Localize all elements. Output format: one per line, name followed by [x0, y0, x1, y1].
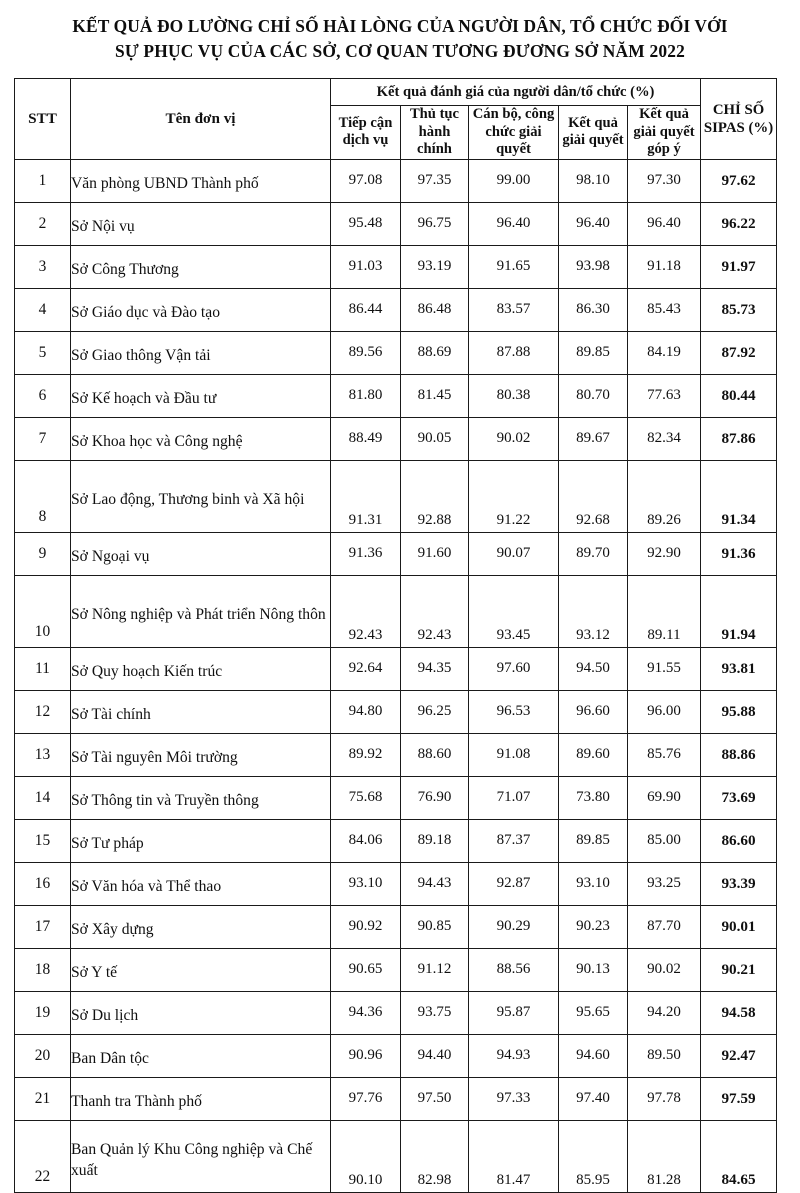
cell-stt: 14 — [15, 776, 71, 819]
cell-feedback-result: 97.78 — [628, 1077, 701, 1120]
cell-stt: 22 — [15, 1120, 71, 1192]
cell-stt: 6 — [15, 374, 71, 417]
cell-access-service: 97.08 — [331, 159, 401, 202]
table-container — [14, 78, 776, 1193]
cell-result: 90.13 — [559, 948, 628, 991]
cell-staff-handling: 90.29 — [469, 905, 559, 948]
cell-result: 93.98 — [559, 245, 628, 288]
column-header-group-evaluation: Kết quả đánh giá của người dân/tổ chức (%) — [331, 79, 701, 106]
cell-result: 85.95 — [559, 1120, 628, 1192]
page-title — [0, 0, 800, 72]
cell-admin-procedure: 92.43 — [401, 575, 469, 647]
table-row — [15, 374, 777, 417]
cell-admin-procedure: 91.60 — [401, 532, 469, 575]
column-header-admin-procedure: Thủ tục hành chính — [401, 106, 469, 160]
cell-unit-name: Sở Tư pháp — [71, 819, 331, 862]
cell-result: 89.67 — [559, 417, 628, 460]
cell-feedback-result: 94.20 — [628, 991, 701, 1034]
table-row — [15, 575, 777, 647]
cell-access-service: 88.49 — [331, 417, 401, 460]
cell-feedback-result: 97.30 — [628, 159, 701, 202]
cell-sipas-index: 73.69 — [701, 776, 777, 819]
cell-sipas-index: 87.86 — [701, 417, 777, 460]
column-header-sipas-index: CHỈ SỐ SIPAS (%) — [701, 79, 777, 160]
cell-feedback-result: 93.25 — [628, 862, 701, 905]
cell-sipas-index: 85.73 — [701, 288, 777, 331]
cell-unit-name: Sở Nông nghiệp và Phát triển Nông thôn — [71, 575, 331, 647]
table-row — [15, 1120, 777, 1192]
cell-sipas-index: 96.22 — [701, 202, 777, 245]
cell-sipas-index: 86.60 — [701, 819, 777, 862]
cell-staff-handling: 91.08 — [469, 733, 559, 776]
cell-unit-name: Thanh tra Thành phố — [71, 1077, 331, 1120]
cell-access-service: 94.80 — [331, 690, 401, 733]
table-row — [15, 647, 777, 690]
cell-staff-handling: 83.57 — [469, 288, 559, 331]
cell-access-service: 92.64 — [331, 647, 401, 690]
table-row — [15, 245, 777, 288]
cell-result: 96.40 — [559, 202, 628, 245]
cell-staff-handling: 96.40 — [469, 202, 559, 245]
cell-access-service: 90.92 — [331, 905, 401, 948]
cell-sipas-index: 87.92 — [701, 331, 777, 374]
cell-stt: 8 — [15, 460, 71, 532]
cell-unit-name: Sở Văn hóa và Thể thao — [71, 862, 331, 905]
cell-admin-procedure: 89.18 — [401, 819, 469, 862]
cell-result: 95.65 — [559, 991, 628, 1034]
cell-unit-name: Ban Dân tộc — [71, 1034, 331, 1077]
cell-stt: 18 — [15, 948, 71, 991]
cell-staff-handling: 87.37 — [469, 819, 559, 862]
cell-stt: 13 — [15, 733, 71, 776]
cell-unit-name: Sở Ngoại vụ — [71, 532, 331, 575]
table-body — [15, 159, 777, 1192]
cell-stt: 11 — [15, 647, 71, 690]
column-header-unit-name: Tên đơn vị — [71, 79, 331, 160]
cell-feedback-result: 89.50 — [628, 1034, 701, 1077]
cell-admin-procedure: 88.60 — [401, 733, 469, 776]
cell-staff-handling: 93.45 — [469, 575, 559, 647]
cell-feedback-result: 92.90 — [628, 532, 701, 575]
cell-sipas-index: 97.62 — [701, 159, 777, 202]
cell-admin-procedure: 96.25 — [401, 690, 469, 733]
cell-result: 89.70 — [559, 532, 628, 575]
cell-feedback-result: 85.00 — [628, 819, 701, 862]
table-row — [15, 159, 777, 202]
cell-feedback-result: 85.43 — [628, 288, 701, 331]
cell-result: 98.10 — [559, 159, 628, 202]
cell-result: 80.70 — [559, 374, 628, 417]
cell-stt: 17 — [15, 905, 71, 948]
cell-admin-procedure: 81.45 — [401, 374, 469, 417]
cell-sipas-index: 91.97 — [701, 245, 777, 288]
table-row — [15, 460, 777, 532]
cell-unit-name: Sở Giáo dục và Đào tạo — [71, 288, 331, 331]
cell-feedback-result: 69.90 — [628, 776, 701, 819]
cell-staff-handling: 96.53 — [469, 690, 559, 733]
cell-result: 73.80 — [559, 776, 628, 819]
cell-stt: 20 — [15, 1034, 71, 1077]
cell-staff-handling: 88.56 — [469, 948, 559, 991]
cell-feedback-result: 91.55 — [628, 647, 701, 690]
cell-access-service: 92.43 — [331, 575, 401, 647]
cell-access-service: 75.68 — [331, 776, 401, 819]
cell-staff-handling: 71.07 — [469, 776, 559, 819]
cell-result: 90.23 — [559, 905, 628, 948]
cell-result: 93.12 — [559, 575, 628, 647]
cell-admin-procedure: 97.35 — [401, 159, 469, 202]
table-row — [15, 733, 777, 776]
cell-result: 94.60 — [559, 1034, 628, 1077]
cell-feedback-result: 91.18 — [628, 245, 701, 288]
column-header-feedback-result: Kết quả giải quyết góp ý — [628, 106, 701, 160]
cell-admin-procedure: 94.40 — [401, 1034, 469, 1077]
cell-sipas-index: 80.44 — [701, 374, 777, 417]
cell-feedback-result: 87.70 — [628, 905, 701, 948]
cell-staff-handling: 99.00 — [469, 159, 559, 202]
cell-sipas-index: 97.59 — [701, 1077, 777, 1120]
cell-sipas-index: 92.47 — [701, 1034, 777, 1077]
cell-admin-procedure: 76.90 — [401, 776, 469, 819]
cell-access-service: 86.44 — [331, 288, 401, 331]
table-row — [15, 532, 777, 575]
cell-unit-name: Sở Tài nguyên Môi trường — [71, 733, 331, 776]
cell-unit-name: Sở Xây dựng — [71, 905, 331, 948]
cell-admin-procedure: 92.88 — [401, 460, 469, 532]
cell-admin-procedure: 93.75 — [401, 991, 469, 1034]
cell-staff-handling: 94.93 — [469, 1034, 559, 1077]
cell-sipas-index: 93.81 — [701, 647, 777, 690]
cell-stt: 15 — [15, 819, 71, 862]
cell-stt: 7 — [15, 417, 71, 460]
cell-access-service: 91.36 — [331, 532, 401, 575]
cell-stt: 9 — [15, 532, 71, 575]
cell-staff-handling: 97.60 — [469, 647, 559, 690]
cell-access-service: 90.65 — [331, 948, 401, 991]
cell-access-service: 90.96 — [331, 1034, 401, 1077]
cell-staff-handling: 97.33 — [469, 1077, 559, 1120]
cell-stt: 21 — [15, 1077, 71, 1120]
cell-admin-procedure: 97.50 — [401, 1077, 469, 1120]
cell-unit-name: Văn phòng UBND Thành phố — [71, 159, 331, 202]
sipas-results-table — [14, 78, 777, 1193]
cell-unit-name: Sở Kế hoạch và Đầu tư — [71, 374, 331, 417]
cell-result: 97.40 — [559, 1077, 628, 1120]
cell-feedback-result: 82.34 — [628, 417, 701, 460]
cell-access-service: 94.36 — [331, 991, 401, 1034]
cell-access-service: 97.76 — [331, 1077, 401, 1120]
cell-staff-handling: 87.88 — [469, 331, 559, 374]
column-header-access-service: Tiếp cận dịch vụ — [331, 106, 401, 160]
cell-result: 86.30 — [559, 288, 628, 331]
cell-sipas-index: 93.39 — [701, 862, 777, 905]
table-row — [15, 690, 777, 733]
cell-admin-procedure: 88.69 — [401, 331, 469, 374]
cell-staff-handling: 92.87 — [469, 862, 559, 905]
cell-access-service: 93.10 — [331, 862, 401, 905]
cell-staff-handling: 80.38 — [469, 374, 559, 417]
cell-stt: 4 — [15, 288, 71, 331]
cell-sipas-index: 88.86 — [701, 733, 777, 776]
cell-feedback-result: 90.02 — [628, 948, 701, 991]
cell-result: 96.60 — [559, 690, 628, 733]
cell-stt: 5 — [15, 331, 71, 374]
column-header-result: Kết quả giải quyết — [559, 106, 628, 160]
cell-staff-handling: 91.65 — [469, 245, 559, 288]
table-row — [15, 331, 777, 374]
cell-admin-procedure: 96.75 — [401, 202, 469, 245]
cell-unit-name: Sở Lao động, Thương binh và Xã hội — [71, 460, 331, 532]
cell-access-service: 91.31 — [331, 460, 401, 532]
cell-admin-procedure: 93.19 — [401, 245, 469, 288]
cell-staff-handling: 90.07 — [469, 532, 559, 575]
cell-result: 89.60 — [559, 733, 628, 776]
cell-stt: 2 — [15, 202, 71, 245]
cell-staff-handling: 81.47 — [469, 1120, 559, 1192]
cell-admin-procedure: 86.48 — [401, 288, 469, 331]
table-row — [15, 417, 777, 460]
cell-stt: 1 — [15, 159, 71, 202]
cell-staff-handling: 90.02 — [469, 417, 559, 460]
table-row — [15, 862, 777, 905]
cell-admin-procedure: 94.43 — [401, 862, 469, 905]
cell-sipas-index: 91.94 — [701, 575, 777, 647]
cell-unit-name: Sở Tài chính — [71, 690, 331, 733]
cell-feedback-result: 89.11 — [628, 575, 701, 647]
cell-result: 89.85 — [559, 331, 628, 374]
cell-unit-name: Sở Quy hoạch Kiến trúc — [71, 647, 331, 690]
column-header-stt: STT — [15, 79, 71, 160]
cell-sipas-index: 95.88 — [701, 690, 777, 733]
cell-access-service: 84.06 — [331, 819, 401, 862]
table-row — [15, 202, 777, 245]
cell-access-service: 91.03 — [331, 245, 401, 288]
cell-unit-name: Sở Du lịch — [71, 991, 331, 1034]
cell-access-service: 95.48 — [331, 202, 401, 245]
cell-access-service: 81.80 — [331, 374, 401, 417]
table-header — [15, 79, 777, 160]
column-header-staff-handling: Cán bộ, công chức giải quyết — [469, 106, 559, 160]
cell-stt: 12 — [15, 690, 71, 733]
cell-unit-name: Sở Nội vụ — [71, 202, 331, 245]
cell-stt: 3 — [15, 245, 71, 288]
table-row — [15, 991, 777, 1034]
table-row — [15, 905, 777, 948]
cell-feedback-result: 85.76 — [628, 733, 701, 776]
cell-unit-name: Sở Công Thương — [71, 245, 331, 288]
table-row — [15, 1077, 777, 1120]
cell-sipas-index: 90.01 — [701, 905, 777, 948]
cell-unit-name: Sở Khoa học và Công nghệ — [71, 417, 331, 460]
cell-stt: 19 — [15, 991, 71, 1034]
cell-admin-procedure: 90.85 — [401, 905, 469, 948]
cell-staff-handling: 91.22 — [469, 460, 559, 532]
cell-access-service: 90.10 — [331, 1120, 401, 1192]
cell-admin-procedure: 90.05 — [401, 417, 469, 460]
cell-sipas-index: 90.21 — [701, 948, 777, 991]
title-line-1: KẾT QUẢ ĐO LƯỜNG CHỈ SỐ HÀI LÒNG CỦA NGƯỜI DÂN, TỔ CHỨC ĐỐI VỚI — [72, 16, 728, 36]
cell-feedback-result: 89.26 — [628, 460, 701, 532]
table-row — [15, 1034, 777, 1077]
header-row-group — [15, 79, 777, 106]
cell-admin-procedure: 91.12 — [401, 948, 469, 991]
cell-feedback-result: 77.63 — [628, 374, 701, 417]
cell-unit-name: Sở Y tế — [71, 948, 331, 991]
cell-staff-handling: 95.87 — [469, 991, 559, 1034]
cell-access-service: 89.56 — [331, 331, 401, 374]
cell-stt: 10 — [15, 575, 71, 647]
cell-sipas-index: 94.58 — [701, 991, 777, 1034]
cell-feedback-result: 84.19 — [628, 331, 701, 374]
cell-feedback-result: 81.28 — [628, 1120, 701, 1192]
cell-feedback-result: 96.40 — [628, 202, 701, 245]
cell-result: 89.85 — [559, 819, 628, 862]
cell-result: 92.68 — [559, 460, 628, 532]
table-row — [15, 776, 777, 819]
table-row — [15, 948, 777, 991]
cell-result: 93.10 — [559, 862, 628, 905]
table-row — [15, 819, 777, 862]
cell-admin-procedure: 94.35 — [401, 647, 469, 690]
cell-sipas-index: 91.36 — [701, 532, 777, 575]
cell-sipas-index: 91.34 — [701, 460, 777, 532]
cell-feedback-result: 96.00 — [628, 690, 701, 733]
cell-access-service: 89.92 — [331, 733, 401, 776]
cell-unit-name: Sở Giao thông Vận tải — [71, 331, 331, 374]
cell-stt: 16 — [15, 862, 71, 905]
table-row — [15, 288, 777, 331]
cell-admin-procedure: 82.98 — [401, 1120, 469, 1192]
cell-unit-name: Sở Thông tin và Truyền thông — [71, 776, 331, 819]
cell-unit-name: Ban Quản lý Khu Công nghiệp và Chế xuất — [71, 1120, 331, 1192]
cell-result: 94.50 — [559, 647, 628, 690]
title-line-2: SỰ PHỤC VỤ CỦA CÁC SỞ, CƠ QUAN TƯƠNG ĐƯƠNG SỞ NĂM 2022 — [114, 41, 686, 61]
cell-sipas-index: 84.65 — [701, 1120, 777, 1192]
